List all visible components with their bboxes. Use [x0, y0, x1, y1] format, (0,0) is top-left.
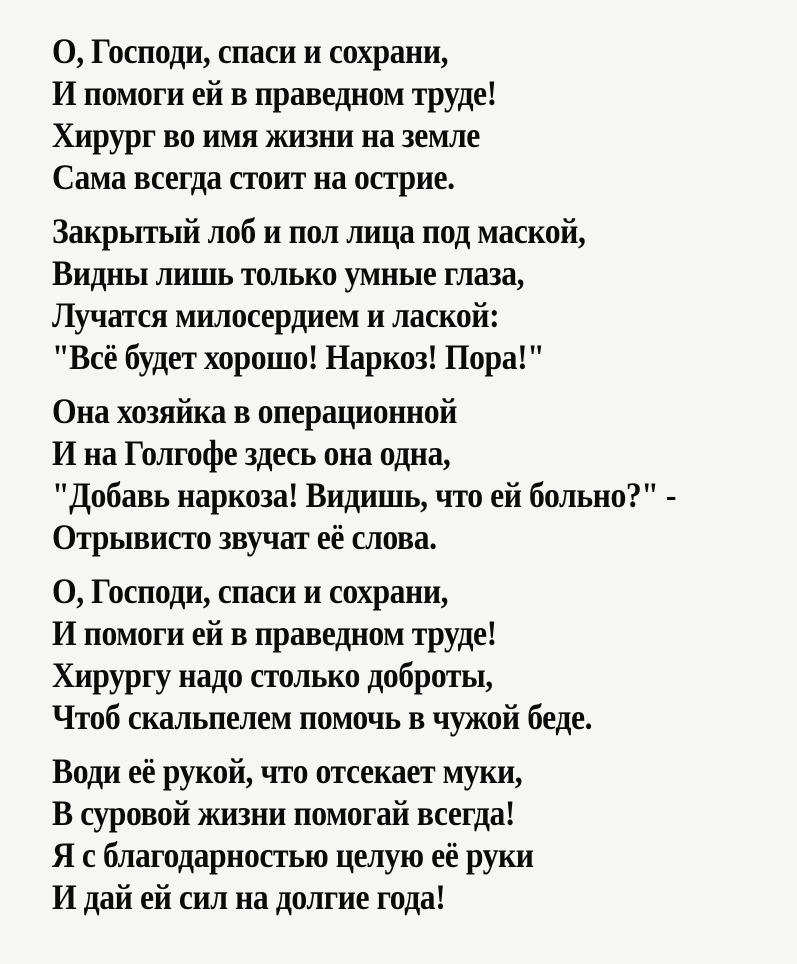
poem-line: И помоги ей в праведном труде! — [52, 613, 497, 653]
stanza-3 — [52, 390, 797, 558]
poem-line: Хирургу надо столько доброты, — [52, 655, 493, 695]
stanza-1 — [52, 30, 797, 198]
poem-line: Видны лишь только умные глаза, — [52, 253, 525, 293]
poem-line: О, Господи, спаси и сохрани, — [52, 571, 449, 611]
poem-line: Я с благодарностью целую её руки — [52, 835, 534, 875]
poem-line: Чтоб скальпелем помочь в чужой беде. — [52, 697, 593, 737]
stanza-4 — [52, 570, 797, 738]
poem-line: Отрывисто звучат её слова. — [52, 517, 437, 557]
poem-line: О, Господи, спаси и сохрани, — [52, 31, 449, 71]
stanza-2 — [52, 210, 797, 378]
poem-line: Закрытый лоб и пол лица под маской, — [52, 211, 586, 251]
poem-line: И дай ей сил на долгие года! — [52, 877, 446, 917]
stanza-5 — [52, 750, 797, 918]
poem-line: В суровой жизни помогай всегда! — [52, 793, 515, 833]
poem-line: И на Голгофе здесь она одна, — [52, 433, 451, 473]
poem-line: "Всё будет хорошо! Наркоз! Пора!" — [52, 337, 545, 377]
poem-line: Сама всегда стоит на острие. — [52, 157, 455, 197]
poem-line: Она хозяйка в операционной — [52, 391, 457, 431]
poem-line: И помоги ей в праведном труде! — [52, 73, 497, 113]
poem-line: Хирург во имя жизни на земле — [52, 115, 480, 155]
poem-line: Води её рукой, что отсекает муки, — [52, 751, 523, 791]
poem-line: "Добавь наркоза! Видишь, что ей больно?" - — [52, 475, 677, 515]
poem-line: Лучатся милосердием и лаской: — [52, 295, 500, 335]
